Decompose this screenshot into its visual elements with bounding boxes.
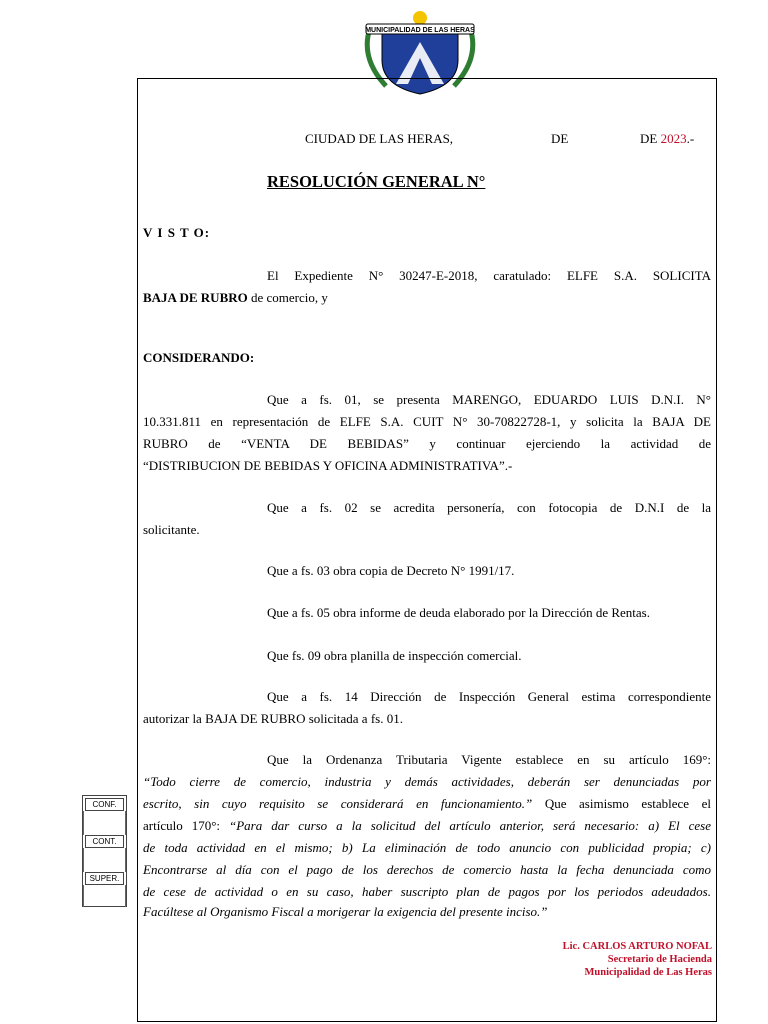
- resolution-title: RESOLUCIÓN GENERAL N°: [267, 172, 486, 191]
- considerando-p7-line-5: de toda actividad en el mismo; b) La eliminación de todo anuncio con publicidad propia; c): [143, 840, 711, 855]
- logo-banner-text: MUNICIPALIDAD DE LAS HERAS: [365, 27, 475, 34]
- signature-block: [482, 940, 712, 979]
- considerando-p7-line-2: “Todo cierre de comercio, industria y demás actividades, deberán ser denunciadas por: [143, 774, 711, 789]
- considerando-p1-line-2: 10.331.811 en representación de ELFE S.A. CUIT N° 30-70822728-1, y solicita la BAJA DE: [143, 414, 711, 429]
- considerando-p7-line-4: artículo 170°: “Para dar curso a la solicitud del artículo anterior, será necesario: a) El cese: [143, 818, 712, 833]
- visto-heading: V I S T O:: [143, 225, 211, 240]
- visto-line-1: El Expediente N° 30247-E-2018, caratulado: ELFE S.A. SOLICITA: [267, 268, 711, 283]
- considerando-p5: Que fs. 09 obra planilla de inspección comercial.: [267, 648, 522, 663]
- stamp-super-box: [83, 885, 126, 907]
- considerando-p7-line-3: escrito, sin cuyo requisito se considerará en funcionamiento.” Que asimismo establece el: [143, 796, 711, 811]
- considerando-heading: CONSIDERANDO:: [143, 350, 255, 365]
- considerando-p1-line-4: “DISTRIBUCION DE BEBIDAS Y OFICINA ADMINISTRATIVA”.-: [143, 458, 513, 473]
- visto-line-2: BAJA DE RUBRO de comercio, y: [143, 290, 328, 305]
- stamp-conf-box: [83, 811, 126, 835]
- considerando-p1-line-1: Que a fs. 01, se presenta MARENGO, EDUARDO LUIS D.N.I. N°: [267, 392, 711, 407]
- considerando-p7-line-8: Facúltese al Organismo Fiscal a morigerar la exigencia del presente inciso.”: [143, 904, 548, 919]
- signature-name: Lic. CARLOS ARTURO NOFAL: [562, 941, 712, 952]
- signature-org: Municipalidad de Las Heras: [584, 967, 712, 978]
- control-stamps: [82, 795, 127, 907]
- stamp-conf-label: CONF.: [85, 798, 124, 811]
- considerando-p2-line-2: solicitante.: [143, 522, 200, 537]
- considerando-p6-line-2: autorizar la BAJA DE RUBRO solicitada a fs. 01.: [143, 711, 403, 726]
- considerando-p2-line-1: Que a fs. 02 se acredita personería, con fotocopia de D.N.I de la: [267, 500, 711, 515]
- considerando-p7-line-7: de cese de actividad o en su caso, haber suscripto plan de pagos por los periodos adeudados.: [143, 884, 711, 899]
- considerando-p7-line-6: Encontrarse al día con el pago de los derechos de comercio hasta la fecha denunciada como: [143, 862, 711, 877]
- considerando-p1-line-3: RUBRO de “VENTA DE BEBIDAS” y continuar ejerciendo la actividad de: [143, 436, 711, 451]
- considerando-p4: Que a fs. 05 obra informe de deuda elaborado por la Dirección de Rentas.: [267, 605, 650, 620]
- stamp-cont-box: [83, 848, 126, 872]
- date-de-1: DE: [551, 131, 569, 146]
- year-value: 2023: [660, 131, 687, 146]
- stamp-super-label: SUPER.: [85, 872, 124, 885]
- considerando-p7-line-1: Que la Ordenanza Tributaria Vigente establece en su artículo 169°:: [267, 752, 711, 767]
- date-year: DE 2023.-: [640, 131, 695, 146]
- stamp-cont-label: CONT.: [85, 835, 124, 848]
- city-label: CIUDAD DE LAS HERAS,: [305, 131, 454, 146]
- signature-role: Secretario de Hacienda: [607, 954, 712, 965]
- considerando-p3: Que a fs. 03 obra copia de Decreto N° 1991/17.: [267, 563, 515, 578]
- considerando-p6-line-1: Que a fs. 14 Dirección de Inspección General estima correspondiente: [267, 689, 711, 704]
